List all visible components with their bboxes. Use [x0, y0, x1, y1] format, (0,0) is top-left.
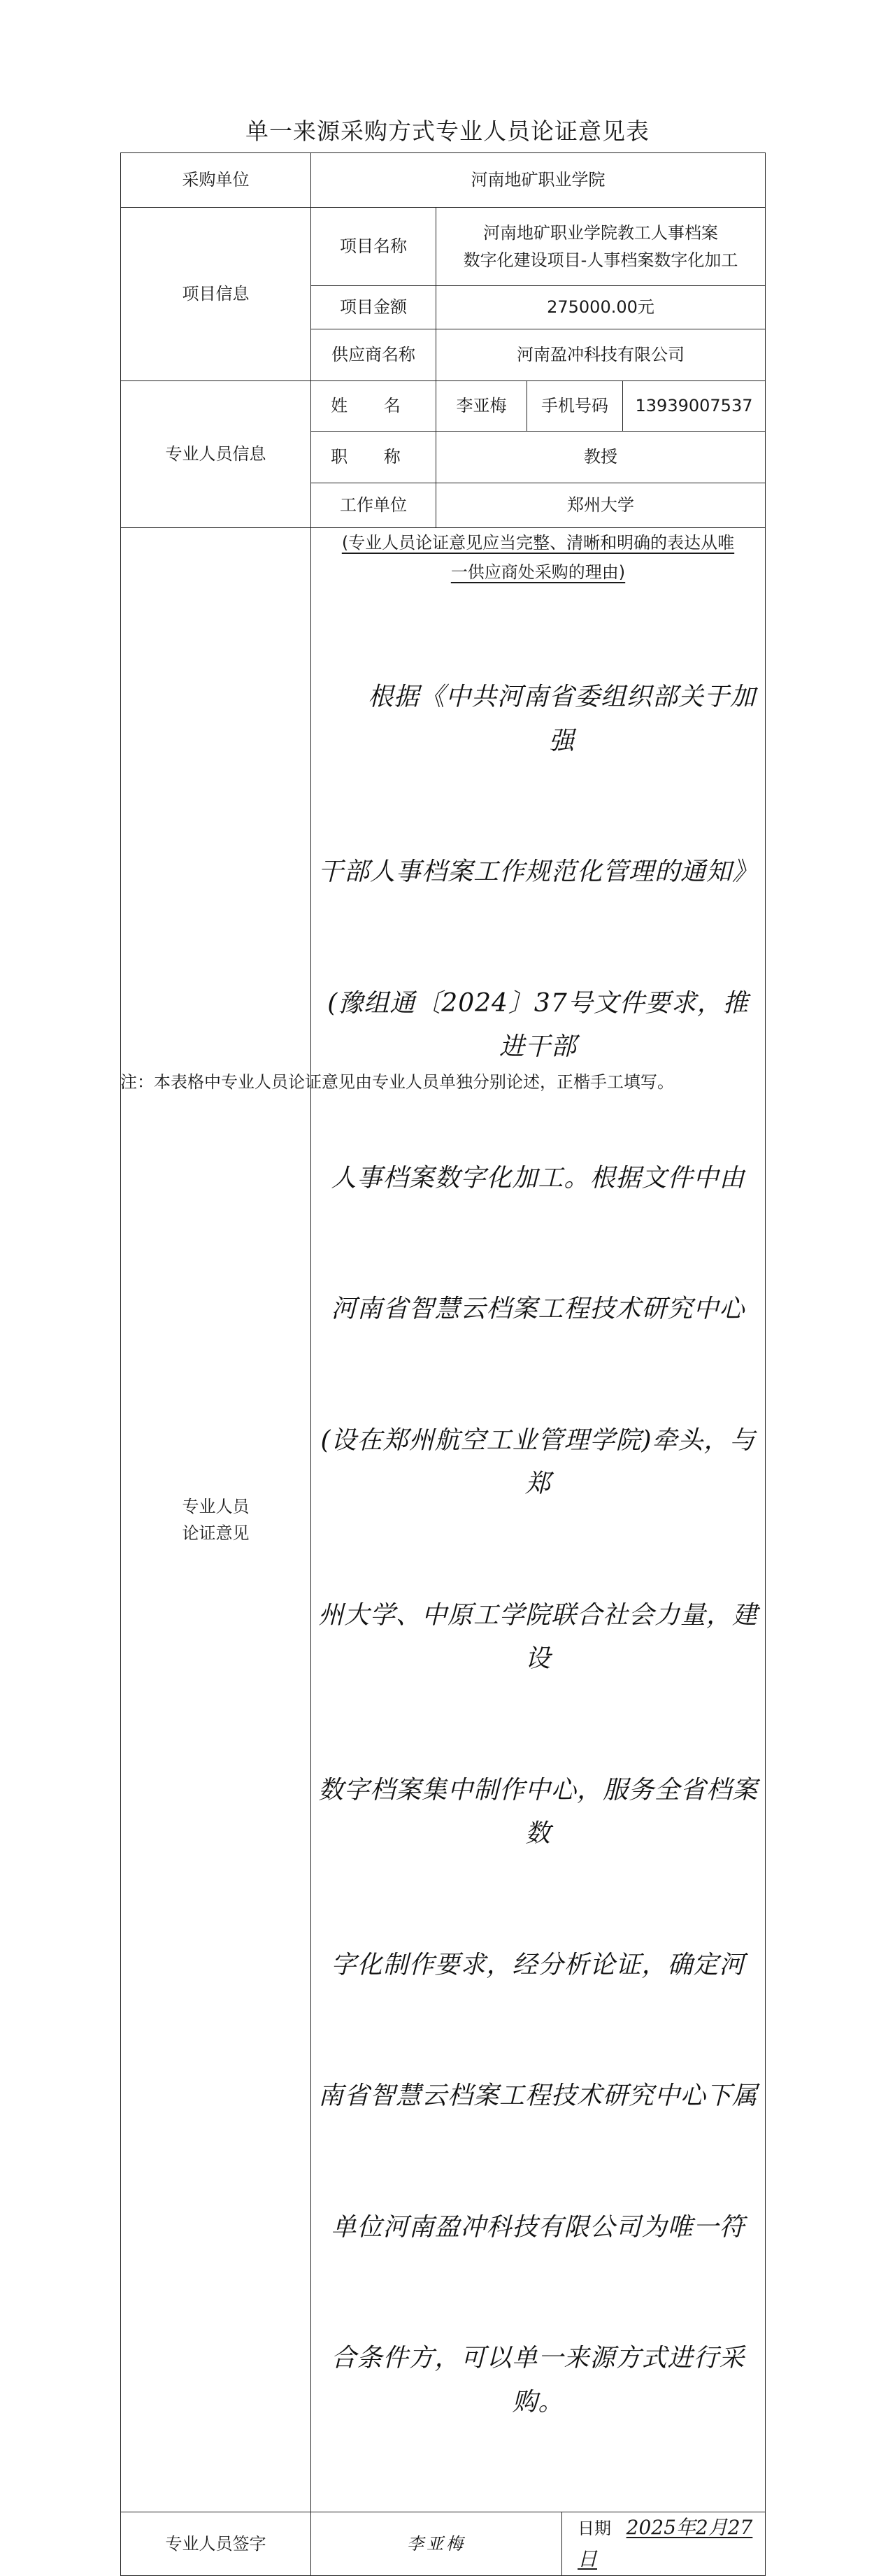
handwritten-line: 数字档案集中制作中心，服务全省档案数 [317, 1775, 758, 1848]
handwritten-line: 字化制作要求，经分析论证，确定河 [331, 1950, 745, 1979]
handwritten-line: 州大学、中原工学院联合社会力量，建设 [317, 1600, 758, 1673]
handwritten-line: 干部人事档案工作规范化管理的通知》 [317, 858, 758, 886]
expert-title-label: 职 称 [311, 432, 436, 483]
project-section-label: 项目信息 [121, 208, 311, 381]
supplier-label: 供应商名称 [311, 329, 436, 381]
project-amount-label: 项目金额 [311, 286, 436, 329]
opinion-label-line2: 论证意见 [182, 1523, 250, 1543]
project-name-value [436, 208, 766, 286]
opinion-instruction-line2: 一供应商处采购的理由) [450, 562, 626, 582]
purchaser-value: 河南地矿职业学院 [311, 153, 766, 208]
handwritten-line: 河南省智慧云档案工程技术研究中心 [331, 1295, 745, 1323]
signature-handwriting: 李亚梅 [311, 2512, 562, 2576]
expert-title-value: 教授 [436, 432, 766, 483]
footnote: 注：本表格中专业人员论证意见由专业人员单独分别论述，正楷手工填写。 [120, 1072, 674, 1092]
expert-section-label: 专业人员信息 [121, 381, 311, 528]
handwritten-line: 合条件方，可以单一来源方式进行采购。 [331, 2344, 745, 2417]
opinion-instruction-line1: (专业人员论证意见应当完整、清晰和明确的表达从唯 [341, 533, 735, 553]
project-amount-value: 275000.00元 [436, 286, 766, 329]
supplier-value: 河南盈冲科技有限公司 [436, 329, 766, 381]
handwritten-line: (设在郑州航空工业管理学院)牵头，与郑 [320, 1425, 756, 1498]
handwritten-line: 人事档案数字化加工。根据文件中由 [331, 1163, 745, 1193]
signature-row [121, 2512, 766, 2576]
expert-name-row [121, 381, 766, 432]
expert-org-label: 工作单位 [311, 483, 436, 528]
project-name-label: 项目名称 [311, 208, 436, 286]
project-name-row [121, 208, 766, 286]
handwritten-line: 根据《中共河南省委组织部关于加强 [367, 683, 756, 755]
handwritten-line: (豫组通〔2024〕37号文件要求，推进干部 [327, 988, 749, 1061]
project-name-line1: 河南地矿职业学院教工人事档案 [483, 223, 718, 243]
handwritten-opinion [315, 588, 761, 2512]
opinion-label-line1: 专业人员 [182, 1496, 250, 1516]
expert-name-value: 李亚梅 [436, 381, 527, 432]
purchaser-label: 采购单位 [121, 153, 311, 208]
date-value: 2025年2月27日 [578, 2516, 753, 2570]
opinion-form-table [120, 152, 766, 2576]
opinion-content [311, 528, 766, 2512]
handwritten-line: 单位河南盈冲科技有限公司为唯一符 [331, 2212, 745, 2242]
expert-org-value: 郑州大学 [436, 483, 766, 528]
expert-phone-label: 手机号码 [527, 381, 623, 432]
purchaser-row [121, 153, 766, 208]
opinion-row [121, 528, 766, 2512]
expert-phone-value: 13939007537 [623, 381, 766, 432]
project-name-line2: 数字化建设项目-人事档案数字化加工 [463, 250, 738, 270]
signature-label: 专业人员签字 [121, 2512, 311, 2576]
opinion-label [121, 528, 311, 2512]
signature-date [562, 2512, 766, 2576]
handwritten-line: 南省智慧云档案工程技术研究中心下属 [317, 2082, 758, 2110]
page-title: 单一来源采购方式专业人员论证意见表 [245, 118, 650, 145]
expert-name-label: 姓 名 [311, 381, 436, 432]
date-label: 日期 [578, 2519, 611, 2538]
